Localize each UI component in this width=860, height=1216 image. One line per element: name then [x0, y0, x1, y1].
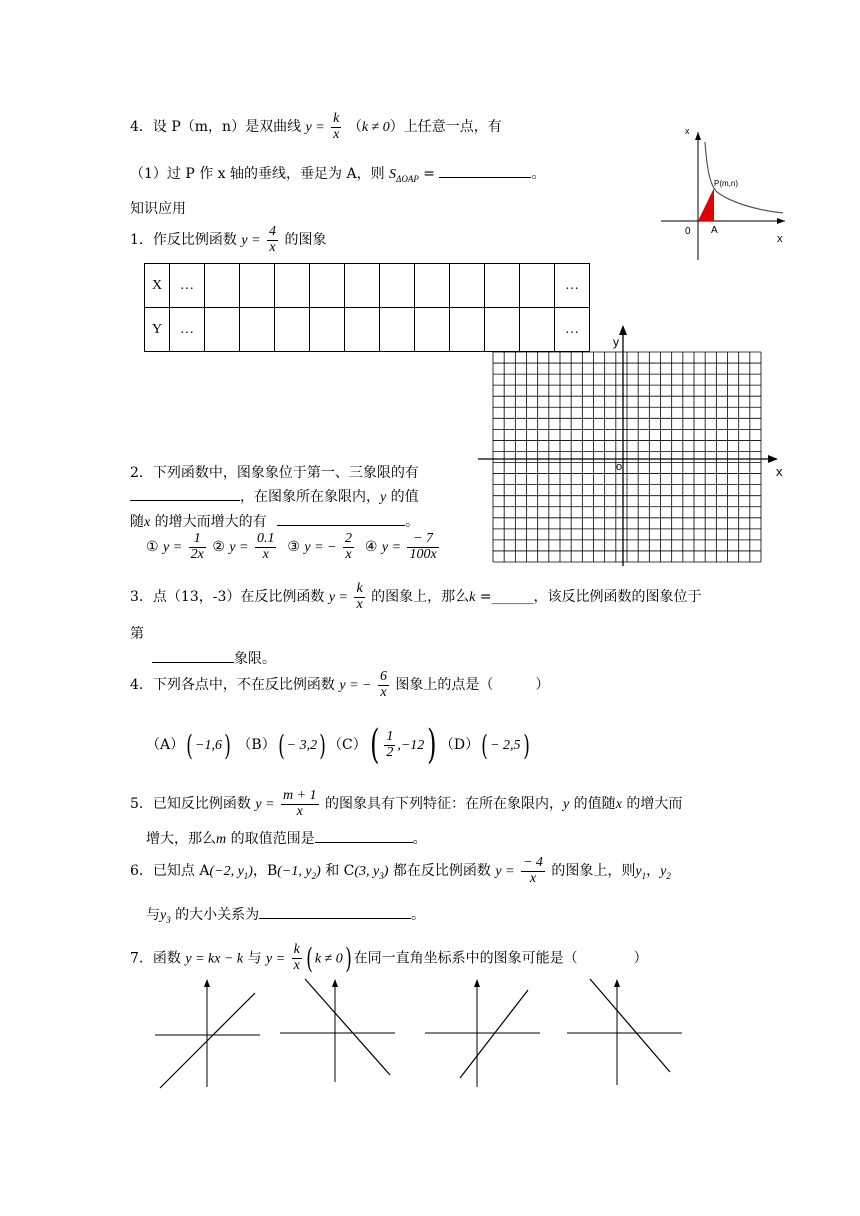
answer-blank[interactable] — [439, 176, 531, 178]
fraction-option-1: $\frac{1}{2x}$ — [190, 531, 204, 562]
q2-line1: 2．下列函数中，图象象位于第一、三象限的有 — [130, 465, 419, 481]
fraction-k-over-x: $\frac{k}{x}$ — [293, 942, 300, 973]
table-cell[interactable] — [310, 264, 345, 308]
table-row-x — [145, 264, 590, 308]
table-cell[interactable] — [240, 264, 275, 308]
q1-line: 1．作反比例函数 y = $\frac{4}{x}$ 的图象 — [130, 224, 327, 255]
grid-x-arrow — [768, 455, 778, 463]
grid-y-label: y — [613, 335, 619, 349]
table-cell[interactable] — [415, 264, 450, 308]
table-cell[interactable] — [485, 264, 520, 308]
table-cell[interactable] — [205, 264, 240, 308]
q5-line2: 增大，那么m 的取值范围是 。 — [146, 831, 427, 847]
q2-line2: ，在图象所在象限内，y 的值 — [130, 486, 419, 506]
q7-line: 7．函数 y = kx − k 与 y = $\frac{k}{x}$ ( k ≠ 0) 在同一直角坐标系中的图象可能是（ ） — [130, 942, 648, 975]
q6-line1: 6．已知点 A(−2, $y_1$)，B(−1, $y_2$) 和 C(3, $y_3$) 都在反比例函数 y = $\frac{- 4}{x}$ 的图象上，则$y_1$，$y_2$ — [130, 855, 671, 886]
answer-blank[interactable] — [315, 841, 413, 843]
table-cell[interactable] — [275, 264, 310, 308]
table-cell: … — [555, 308, 590, 352]
coordinate-grid[interactable] — [478, 322, 790, 566]
table-cell: … — [555, 264, 590, 308]
table-cell: Y — [145, 308, 170, 352]
inset-origin-label: 0 — [685, 226, 691, 237]
inset-x-arrow — [777, 218, 785, 224]
table-cell[interactable] — [205, 308, 240, 352]
answer-blank[interactable] — [130, 499, 240, 501]
inset-y-label: x — [685, 126, 690, 136]
table-cell: … — [170, 264, 205, 308]
table-cell: X — [145, 264, 170, 308]
table-cell[interactable] — [240, 308, 275, 352]
section-title: 知识应用 — [130, 201, 186, 217]
fraction-4-over-x: $\frac{4}{x}$ — [269, 224, 276, 255]
q2-line3: 随x 的增大而增大的有 。 — [130, 514, 420, 530]
answer-blank[interactable] — [152, 661, 234, 663]
inset-y-arrow — [695, 132, 701, 140]
fraction-option-4: $\frac{- 7}{100x}$ — [409, 531, 437, 562]
q4b-line1: 4．下列各点中，不在反比例函数 y = − $\frac{6}{x}$ 图象上的点是（ ） — [130, 669, 550, 700]
fraction-option-2: $\frac{0.1}{x}$ — [256, 531, 275, 562]
answer-blank[interactable] — [259, 917, 411, 919]
q7-graph-b[interactable] — [275, 975, 400, 1085]
table-cell[interactable] — [380, 308, 415, 352]
q6-line2: 与$y_3$ 的大小关系为 。 — [146, 907, 426, 925]
fraction-k-over-x: $\frac{k}{x}$ — [333, 111, 340, 142]
fraction-minus4-over-x: $\frac{- 4}{x}$ — [522, 855, 543, 886]
grid-lines — [493, 352, 761, 562]
q4b-options: （A）( −1,6) （B）( − 3,2) （C）( $\frac{1}{2}$ ,−12) （D）( − 2,5) — [146, 722, 530, 768]
q4-part1-line: （1）过 P 作 x 轴的垂线，垂足为 A，则 $S_{\Delta OAP}$ = 。 — [130, 166, 546, 184]
fraction-option-3: $\frac{2}{x}$ — [344, 531, 352, 562]
inset-x-label: x — [777, 233, 783, 245]
inset-triangle-oap — [698, 188, 714, 221]
answer-blank[interactable] — [277, 524, 405, 526]
q7-graph-c[interactable] — [420, 975, 545, 1090]
table-cell: … — [170, 308, 205, 352]
inset-hyperbola-curve — [705, 142, 783, 213]
q3-line2: 第 — [130, 626, 144, 642]
table-cell[interactable] — [310, 308, 345, 352]
fraction-m-plus-1-over-x: $\frac{m + 1}{x}$ — [283, 788, 317, 819]
grid-y-arrow — [619, 325, 627, 335]
q2-options: ① y = $\frac{1}{2x}$ ② y = $\frac{0.1}{x}$ ③ y = − $\frac{2}{x}$ ④ y = $\frac{- 7}{100x}$ — [146, 531, 437, 562]
table-cell[interactable] — [275, 308, 310, 352]
fraction-6-over-x: $\frac{6}{x}$ — [379, 669, 387, 700]
grid-x-label: x — [776, 464, 783, 479]
q7-graph-d[interactable] — [562, 975, 687, 1090]
grid-origin-label: o — [616, 461, 623, 473]
inset-hyperbola-graph — [655, 120, 795, 265]
fraction-option-c: $\frac{1}{2}$ — [386, 728, 394, 760]
inset-a-label: A — [711, 225, 718, 236]
q5-line1: 5．已知反比例函数 y = $\frac{m + 1}{x}$ 的图象具有下列特征：在所在象限内，y 的值随x 的增大而 — [130, 788, 683, 819]
q4-intro-line: 4．设 P（m，n）是双曲线 y = $\frac{k}{x}$ （k ≠ 0）上任意一点，有 — [130, 111, 502, 142]
q3-line3: 象限。 — [152, 648, 276, 668]
fraction-k-over-x: $\frac{k}{x}$ — [356, 581, 363, 612]
table-cell[interactable] — [520, 264, 555, 308]
table-cell[interactable] — [345, 308, 380, 352]
table-cell[interactable] — [415, 308, 450, 352]
q3-line1: 3．点（13，-3）在反比例函数 y = $\frac{k}{x}$ 的图象上，那么k =______，该反比例函数的图象位于 — [130, 581, 702, 612]
table-cell[interactable] — [345, 264, 380, 308]
table-cell[interactable] — [380, 264, 415, 308]
table-cell[interactable] — [450, 264, 485, 308]
q7-graph-a[interactable] — [150, 975, 265, 1090]
inset-p-label: P(m,n) — [714, 179, 738, 188]
